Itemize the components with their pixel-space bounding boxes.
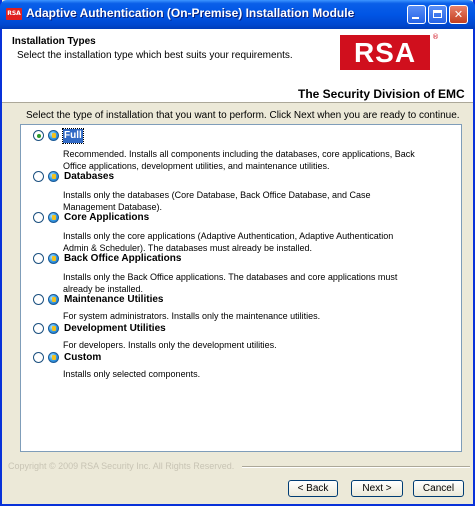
desc-line: already be installed. xyxy=(63,284,144,294)
rsa-logo xyxy=(340,35,430,70)
desc-line: Installs only the core applications (Adaptive Authentication, Adaptive Authentication xyxy=(63,231,394,241)
install-package-icon xyxy=(48,253,59,264)
desc-line: Admin & Scheduler). The databases must already be installed. xyxy=(63,243,312,253)
cancel-button[interactable]: Cancel xyxy=(413,480,464,497)
option-label-databases[interactable]: Databases xyxy=(64,171,115,182)
minimize-button[interactable] xyxy=(407,5,426,24)
minimize-icon xyxy=(412,17,419,19)
instruction-text: Select the type of installation that you want to perform. Click Next when you are ready to continue. xyxy=(26,110,460,121)
desc-line: Management Database). xyxy=(63,202,163,212)
install-package-icon xyxy=(48,212,59,223)
radio-development-utilities[interactable] xyxy=(33,323,44,334)
install-type-panel xyxy=(20,124,462,452)
option-databases[interactable] xyxy=(33,170,453,212)
page-title: Installation Types xyxy=(12,36,96,47)
radio-core-applications[interactable] xyxy=(33,212,44,223)
back-button[interactable]: < Back xyxy=(288,480,338,497)
option-custom[interactable] xyxy=(33,351,453,379)
install-package-icon xyxy=(48,294,59,305)
window-title: Adaptive Authentication (On-Premise) Installation Module xyxy=(26,6,355,20)
desc-line: Installs only the databases (Core Database, Back Office Database, and Case xyxy=(63,190,371,200)
option-label-custom[interactable]: Custom xyxy=(64,352,102,363)
radio-back-office[interactable] xyxy=(33,253,44,264)
option-desc-full xyxy=(63,148,443,172)
desc-line: Recommended. Installs all components including the databases, core applications, Back xyxy=(63,149,415,159)
option-maintenance-utilities[interactable] xyxy=(33,293,453,321)
rsa-app-icon: RSA xyxy=(6,8,22,20)
maximize-button[interactable] xyxy=(428,5,447,24)
option-label-core-applications[interactable]: Core Applications xyxy=(64,212,150,223)
title-bar[interactable] xyxy=(0,0,475,29)
registered-mark: ® xyxy=(432,33,439,41)
division-tagline: The Security Division of EMC xyxy=(298,87,465,101)
option-desc-custom xyxy=(63,368,443,380)
close-button[interactable] xyxy=(449,5,468,24)
option-development-utilities[interactable] xyxy=(33,322,453,350)
option-label-maintenance-utilities[interactable]: Maintenance Utilities xyxy=(64,294,164,305)
desc-line: Installs only selected components. xyxy=(63,369,201,379)
option-desc-development-utilities xyxy=(63,339,443,351)
option-full[interactable] xyxy=(33,129,453,171)
desc-line: For system administrators. Installs only the maintenance utilities. xyxy=(63,311,321,321)
option-label-full[interactable]: Full xyxy=(64,130,82,141)
option-back-office[interactable] xyxy=(33,252,453,294)
desc-line: Office applications, development utilities, and maintenance utilities. xyxy=(63,161,330,171)
option-desc-databases xyxy=(63,189,443,213)
desc-line: Installs only the Back Office applications. The databases and core applications must xyxy=(63,272,398,282)
footer-divider xyxy=(242,466,470,468)
option-desc-back-office xyxy=(63,271,443,295)
page-subtitle: Select the installation type which best suits your requirements. xyxy=(17,50,293,61)
install-package-icon xyxy=(48,323,59,334)
install-package-icon xyxy=(48,171,59,182)
next-button[interactable]: Next > xyxy=(351,480,403,497)
radio-full[interactable] xyxy=(33,130,44,141)
wizard-header xyxy=(2,29,473,103)
close-icon: ✕ xyxy=(453,8,464,21)
radio-maintenance-utilities[interactable] xyxy=(33,294,44,305)
maximize-icon xyxy=(433,10,442,18)
desc-line: For developers. Installs only the development utilities. xyxy=(63,340,277,350)
option-label-development-utilities[interactable]: Development Utilities xyxy=(64,323,166,334)
radio-databases[interactable] xyxy=(33,171,44,182)
option-core-applications[interactable] xyxy=(33,211,453,253)
option-label-back-office[interactable]: Back Office Applications xyxy=(64,253,182,264)
install-package-icon xyxy=(48,130,59,141)
copyright-text: Copyright © 2009 RSA Security Inc. All Rights Reserved. xyxy=(8,461,235,471)
option-desc-core-applications xyxy=(63,230,443,254)
option-desc-maintenance-utilities xyxy=(63,310,443,322)
rsa-logo-text: RSA xyxy=(353,37,417,68)
install-package-icon xyxy=(48,352,59,363)
radio-custom[interactable] xyxy=(33,352,44,363)
